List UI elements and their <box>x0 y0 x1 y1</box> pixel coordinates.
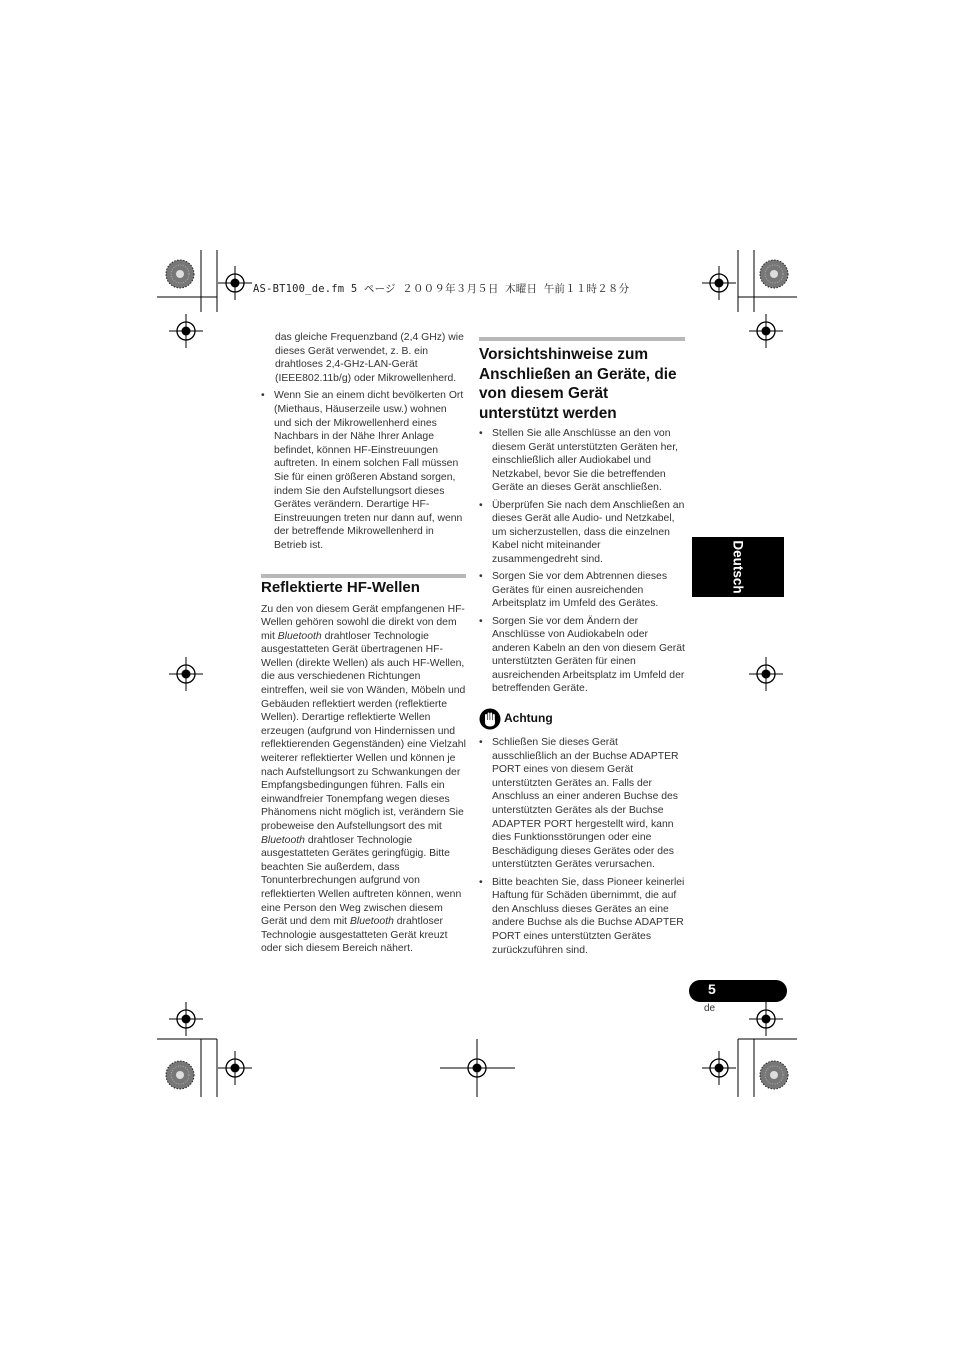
section-divider <box>479 337 685 341</box>
page-number-badge <box>689 980 787 1002</box>
list-item: • Stellen Sie alle Anschlüsse an den von diesem Gerät unterstützten Geräten her, einschließlich aller Audiokabel und Netzkabel, bevor Sie die betreffenden Geräte an dieses Gerät anschließen. <box>479 427 685 495</box>
bullet-list <box>479 427 685 696</box>
language-tab-label: Deutsch <box>730 540 746 594</box>
reflected-waves-text: Zu den von diesem Gerät empfangenen HF-Wellen gehören sowohl die direkt von dem mit Bluetooth drahtloser Technologie ausgestatteten Gerät übertragenen HF-Wellen (direkte Wellen) als auch HF-Wellen, die aus verschiedenen Richtungen eintreffen, weil sie von Wänden, Möbeln und Gebäuden reflektiert werden (reflektierte Wellen). Derartige reflektierte Wellen erzeugen (aufgrund von Hindernissen und reflektierenden Gegenständen) eine Vielzahl weiterer reflektierter Wellen und können je nach Aufstellungsort zu Schwankungen der Empfangsbedingungen führen. Falls ein einwandfreier Tonempfang wegen dieses Phänomens nicht möglich ist, verändern Sie probeweise den Aufstellungsort des mit Bluetooth drahtloser Technologie ausgestatteten Gerätes geringfügig. Bitte beachten Sie außerdem, dass Tonunterbrechungen aufgrund von reflektierten Wellen auftreten können, wenn eine Person den Weg zwischen diesem Gerät und dem mit Bluetooth drahtloser Technologie ausgestatteten Gerät kreuzt oder sich diesem Bereich nähert. <box>261 603 466 955</box>
bullet-list <box>261 389 466 552</box>
list-item: • Sorgen Sie vor dem Ändern der Anschlüsse von Audiokabeln oder anderen Kabeln an den von diesem Gerät unterstützten Geräten für einen ausreichenden Arbeitsplatz im Umfeld der betreffenden Geräte. <box>479 615 685 697</box>
section-heading-reflected-waves: Reflektierte HF-Wellen <box>261 578 420 596</box>
caution-list <box>479 736 685 957</box>
page-language-code: de <box>704 1003 716 1014</box>
page-number: 5 <box>708 981 716 997</box>
bluetooth-term: Bluetooth <box>349 916 394 928</box>
intro-text: das gleiche Frequenzband (2,4 GHz) wie dieses Gerät verwendet, z. B. ein drahtloses 2,4-GHz-LAN-Gerät (IEEE802.11b/g) oder Mikrowellenherd. <box>275 332 464 384</box>
bluetooth-term: Bluetooth <box>277 630 322 642</box>
file-header: AS-BT100_de.fm 5 ページ ２００９年３月５日 木曜日 午前１１時２８分 <box>253 283 630 295</box>
caution-hand-icon <box>479 708 501 730</box>
caution-label: Achtung <box>504 711 553 726</box>
right-column <box>479 337 685 961</box>
list-item: • Schließen Sie dieses Gerät ausschließlich an der Buchse ADAPTER PORT eines von diesem Gerät unterstützten Gerätes an. Falls der Anschluss an einer anderen Buchse des unterstützten Gerätes als der Buchse ADAPTER PORT hergestellt wird, kann dies Funktionsstörungen oder eine Beschädigung dieses Gerätes oder des unterstützten Gerätes verursachen. <box>479 736 685 872</box>
caution-heading <box>479 708 685 730</box>
left-column <box>261 331 466 956</box>
list-item: • Sorgen Sie vor dem Abtrennen dieses Gerätes für einen ausreichenden Arbeitsplatz im Umfeld des Gerätes. <box>479 570 685 611</box>
language-tab <box>692 537 784 597</box>
list-item: • Bitte beachten Sie, dass Pioneer keinerlei Haftung für Schäden übernimmt, die auf den Anschluss dieses Gerätes an eine andere Buchse als die Buchse ADAPTER PORT eines unterstützten Gerätes zurückzuführen sind. <box>479 876 685 958</box>
section-heading-connection-precautions: Vorsichtshinweise zum Anschließen an Geräte, die von diesem Gerät unterstützt werden <box>479 346 677 422</box>
list-item: • Überprüfen Sie nach dem Anschließen an dieses Gerät alle Audio- und Netzkabel, um sicherzustellen, dass die einzelnen Kabel nicht miteinander zusammengedreht sind. <box>479 499 685 567</box>
section-divider <box>261 574 466 578</box>
bluetooth-term: Bluetooth <box>261 834 305 846</box>
list-item: • Wenn Sie an einem dicht bevölkerten Ort (Miethaus, Häuserzeile usw.) wohnen und sich der Mikrowellenherd eines Nachbars in der Nähe Ihrer Anlage befindet, können HF-Einstreuungen auftreten. In einem solchen Fall müssen Sie für einen größeren Abstand sorgen, indem Sie den Aufstellungsort dieses Gerätes verändern. Derartige HF-Einstreuungen treten nur dann auf, wenn der betreffende Mikrowellenherd in Betrieb ist. <box>261 389 466 552</box>
